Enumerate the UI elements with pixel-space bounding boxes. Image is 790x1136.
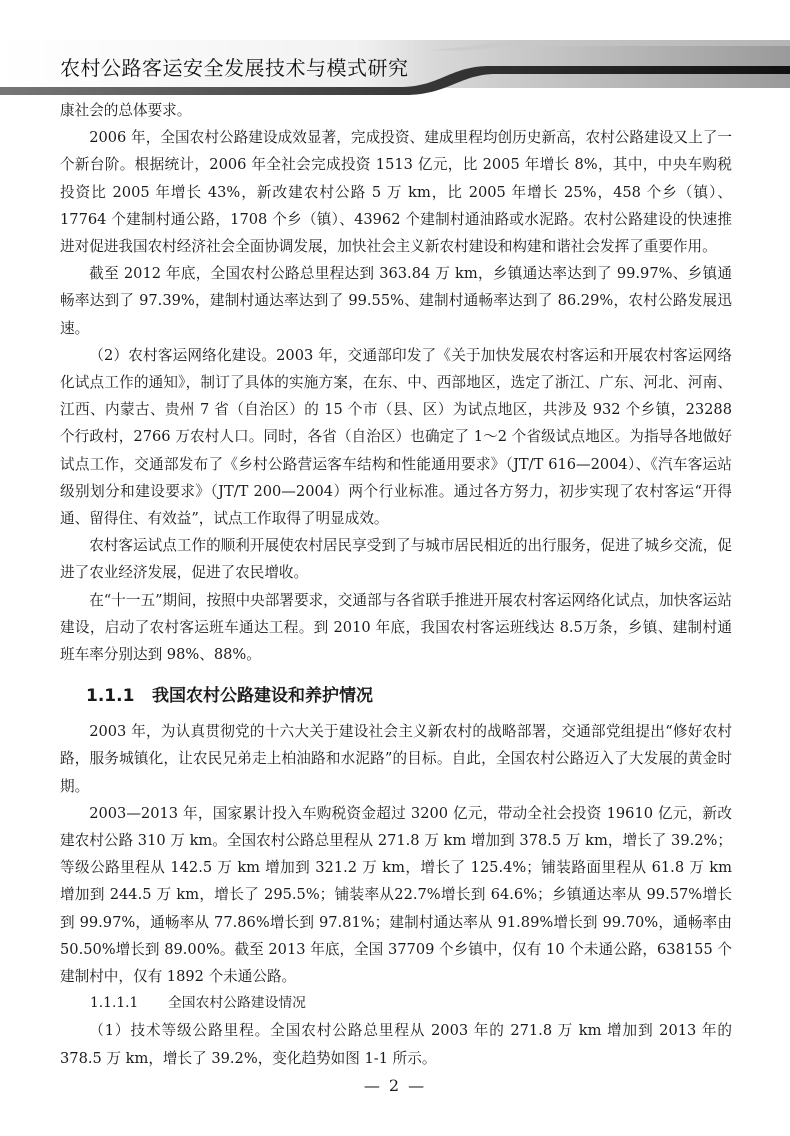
body-paragraph: 2003 年，为认真贯彻党的十六大关于建设社会主义新农村的战略部署，交通部党组提出“修好农村路，服务城镇化，让农民兄弟走上柏油路和水泥路”的目标。自此，全国农村公路迈入了大发展的黄金时期。 — [60, 723, 732, 795]
body-paragraph: （1）技术等级公路里程。全国农村公路总里程从 2003 年的 271.8 万 km 增加到 2013 年的 378.5 万 km，增长了 39.2%，变化趋势如图 1-1 所示。 — [60, 1022, 732, 1067]
subsection-heading — [60, 990, 732, 1017]
running-header — [0, 40, 790, 100]
page-body — [60, 97, 732, 1072]
section-title: 我国农村公路建设和养护情况 — [152, 686, 373, 707]
body-paragraph: 2006 年，全国农村公路建设成效显著，完成投资、建成里程均创历史新高，农村公路建设又上了一个新台阶。根据统计，2006 年全社会完成投资 1513 亿元，比 2005 年增长 8%，其中，中央车购税投资比 2005 年增长 43%，新改建农村公路 5 万 km，比 2005 年增长 25%，458 个乡（镇）、17764 个建制村通公路，1708 个乡（镇）、43962 个建制村通油路或水泥路。农村公路建设的快速推进对促进我国农村经济社会全面协调发展，加快社会主义新农村建设和构建和谐社会发挥了重要作用。 — [60, 129, 732, 256]
body-paragraph: 截至 2012 年底，全国农村公路总里程达到 363.84 万 km，乡镇通达率达到了 99.97%、乡镇通畅率达到了 97.39%，建制村通达率达到了 99.55%、建制村通畅率达到了 86.29%，农村公路发展迅速。 — [60, 265, 732, 337]
body-paragraph: 康社会的总体要求。 — [60, 102, 192, 119]
page-number: — 2 — — [363, 1076, 427, 1095]
section-number: 1.1.1 — [86, 686, 135, 707]
body-paragraph: 在“十一五”期间，按照中央部署要求，交通部与各省联手推进开展农村客运网络化试点，加快客运站建设，启动了农村客运班车通达工程。到 2010 年底，我国农村客运班线达 8.5万条，乡镇、建制村通班车率分别达到 98%、88%。 — [60, 591, 732, 664]
body-paragraph: 2003—2013 年，国家累计投入车购税资金超过 3200 亿元，带动全社会投资 19610 亿元，新改建农村公路 310 万 km。全国农村公路总里程从 271.8 万 km 增加到 378.5 万 km，增长了 39.2%；等级公路里程从 142.5 万 km 增加到 321.2 万 km，增长了 125.4%；铺装路面里程从 61.8 万 km 增加到 244.5 万 km，增长了 295.5%；铺装率从22.7%增长到 64.6%；乡镇通达率从 99.57%增长到 99.97%，通畅率从 77.86%增长到 97.81%；建制村通达率从 91.89%增长到 99.70%，通畅率由 50.50%增长到 89.00%。截至 2013 年底，全国 37709 个乡镇中，仅有 10 个未通公路，638155 个建制村中，仅有 1892 个未通公路。 — [60, 804, 732, 986]
body-paragraph: 农村客运试点工作的顺利开展使农村居民享受到了与城市居民相近的出行服务，促进了城乡交流，促进了农业经济发展，促进了农民增收。 — [60, 537, 732, 582]
running-header-title: 农村公路客运安全发展技术与模式研究 — [60, 56, 409, 80]
section-heading — [60, 681, 732, 706]
subsection-number: 1.1.1.1 — [90, 995, 139, 1012]
body-paragraph: （2）农村客运网络化建设。2003 年，交通部印发了《关于加快发展农村客运和开展农村客运网络化试点工作的通知》，制订了具体的实施方案，在东、中、西部地区，选定了浙江、广东、河北、河南、江西、内蒙古、贵州 7 省（自治区）的 15 个市（县、区）为试点地区，共涉及 932 个乡镇，23288 个行政村，2766 万农村人口。同时，各省（自治区）也确定了 1～2 个省级试点地区。为指导各地做好试点工作，交通部发布了《乡村公路营运客车结构和性能通用要求》（JT/T 616—2004）、《汽车客运站级别划分和建设要求》（JT/T 200—2004）两个行业标准。通过各方努力，初步实现了农村客运“开得通、留得住、有效益”，试点工作取得了明显成效。 — [60, 346, 732, 528]
subsection-title: 全国农村公路建设情况 — [168, 995, 306, 1012]
